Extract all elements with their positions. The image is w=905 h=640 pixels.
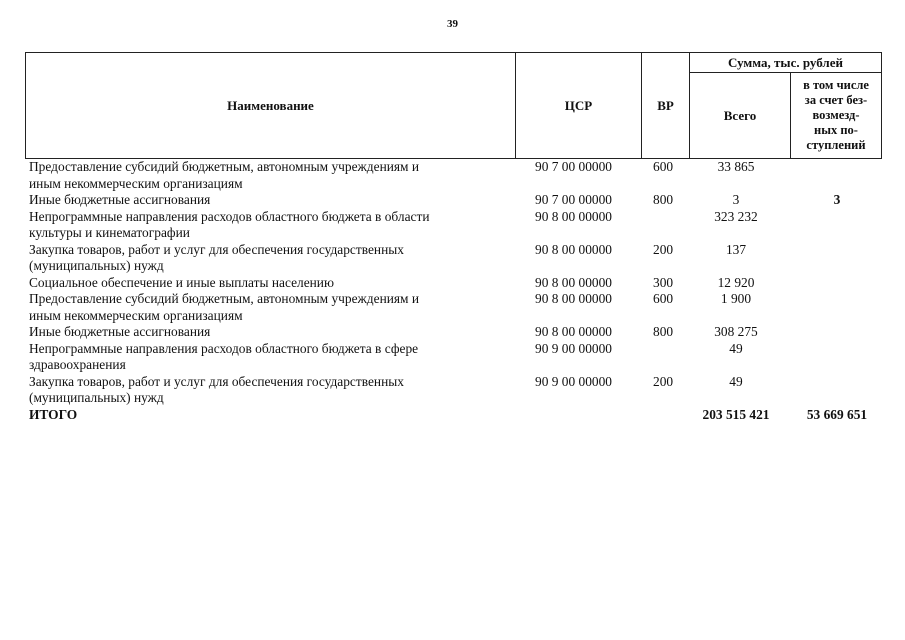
row-name: Иные бюджетные ассигнования [29, 324, 211, 339]
row-csr: 90 8 00 00000 [535, 241, 612, 257]
row-name: Предоставление субсидий бюджетным, автономным учреждениям и иным некоммерческим организациям [29, 291, 420, 323]
header-csr: ЦСР [516, 53, 642, 159]
total-row-free: 53 669 651 [806, 406, 868, 422]
row-vr: 300 [653, 274, 674, 290]
header-free-line: за счет без- [804, 93, 868, 107]
row-vr: 600 [653, 291, 674, 306]
header-vr: ВР [642, 53, 690, 159]
total-row-name: ИТОГО [29, 406, 78, 422]
header-total: Всего [690, 73, 791, 159]
header-free-line: ных по- [814, 123, 858, 137]
row-name: Предоставление субсидий бюджетным, автономным учреждениям и иным некоммерческим организациям [29, 159, 420, 191]
row-total: 323 232 [714, 208, 758, 224]
row-name: Закупка товаров, работ и услуг для обеспечения государственных (муниципальных) нужд [29, 241, 404, 273]
row-csr: 90 7 00 00000 [535, 159, 612, 174]
total-row-total: 203 515 421 [702, 406, 770, 422]
header-free-line: ступлений [806, 138, 866, 152]
row-csr: 90 7 00 00000 [535, 192, 612, 207]
row-csr: 90 8 00 00000 [535, 274, 612, 290]
row-total: 137 [725, 241, 747, 257]
row-name: Иные бюджетные ассигнования [29, 192, 211, 207]
table-body [25, 159, 881, 423]
row-free: 3 [833, 192, 841, 207]
row-total: 33 865 [717, 159, 755, 174]
row-csr: 90 8 00 00000 [535, 324, 612, 339]
row-csr: 90 9 00 00000 [535, 340, 612, 356]
table-header [25, 52, 882, 159]
table-row [25, 275, 881, 292]
row-csr: 90 8 00 00000 [535, 291, 612, 306]
row-vr: 800 [653, 192, 674, 207]
table-row [25, 324, 881, 341]
row-vr: 600 [653, 159, 674, 174]
page-number: 39 [447, 18, 458, 30]
table-row [25, 192, 881, 209]
header-free [791, 73, 882, 159]
table-row [25, 291, 881, 324]
row-total: 49 [729, 340, 743, 356]
header-free-line: возмезд- [812, 108, 860, 122]
row-total: 12 920 [717, 274, 755, 290]
total-row [25, 407, 881, 424]
row-vr: 800 [653, 324, 674, 339]
table-row [25, 159, 881, 192]
row-name: Непрограммные направления расходов областного бюджета в области культуры и кинематографии [29, 208, 430, 240]
table-row [25, 209, 881, 242]
row-total: 1 900 [720, 291, 752, 306]
row-name: Закупка товаров, работ и услуг для обеспечения государственных (муниципальных) нужд [29, 373, 404, 405]
header-sum: Сумма, тыс. рублей [690, 53, 882, 73]
row-total: 308 275 [714, 324, 758, 339]
row-vr: 200 [653, 241, 674, 257]
row-csr: 90 9 00 00000 [535, 373, 612, 389]
header-name: Наименование [26, 53, 516, 159]
row-total: 3 [732, 192, 740, 207]
row-csr: 90 8 00 00000 [535, 208, 612, 224]
header-free-line: в том числе [803, 78, 869, 92]
table-row [25, 242, 881, 275]
table-row [25, 341, 881, 374]
row-vr: 200 [653, 373, 674, 389]
row-name: Социальное обеспечение и иные выплаты населению [29, 274, 334, 290]
row-name: Непрограммные направления расходов областного бюджета в сфере здравоохранения [29, 340, 419, 372]
row-total: 49 [729, 373, 743, 389]
table-row [25, 374, 881, 407]
